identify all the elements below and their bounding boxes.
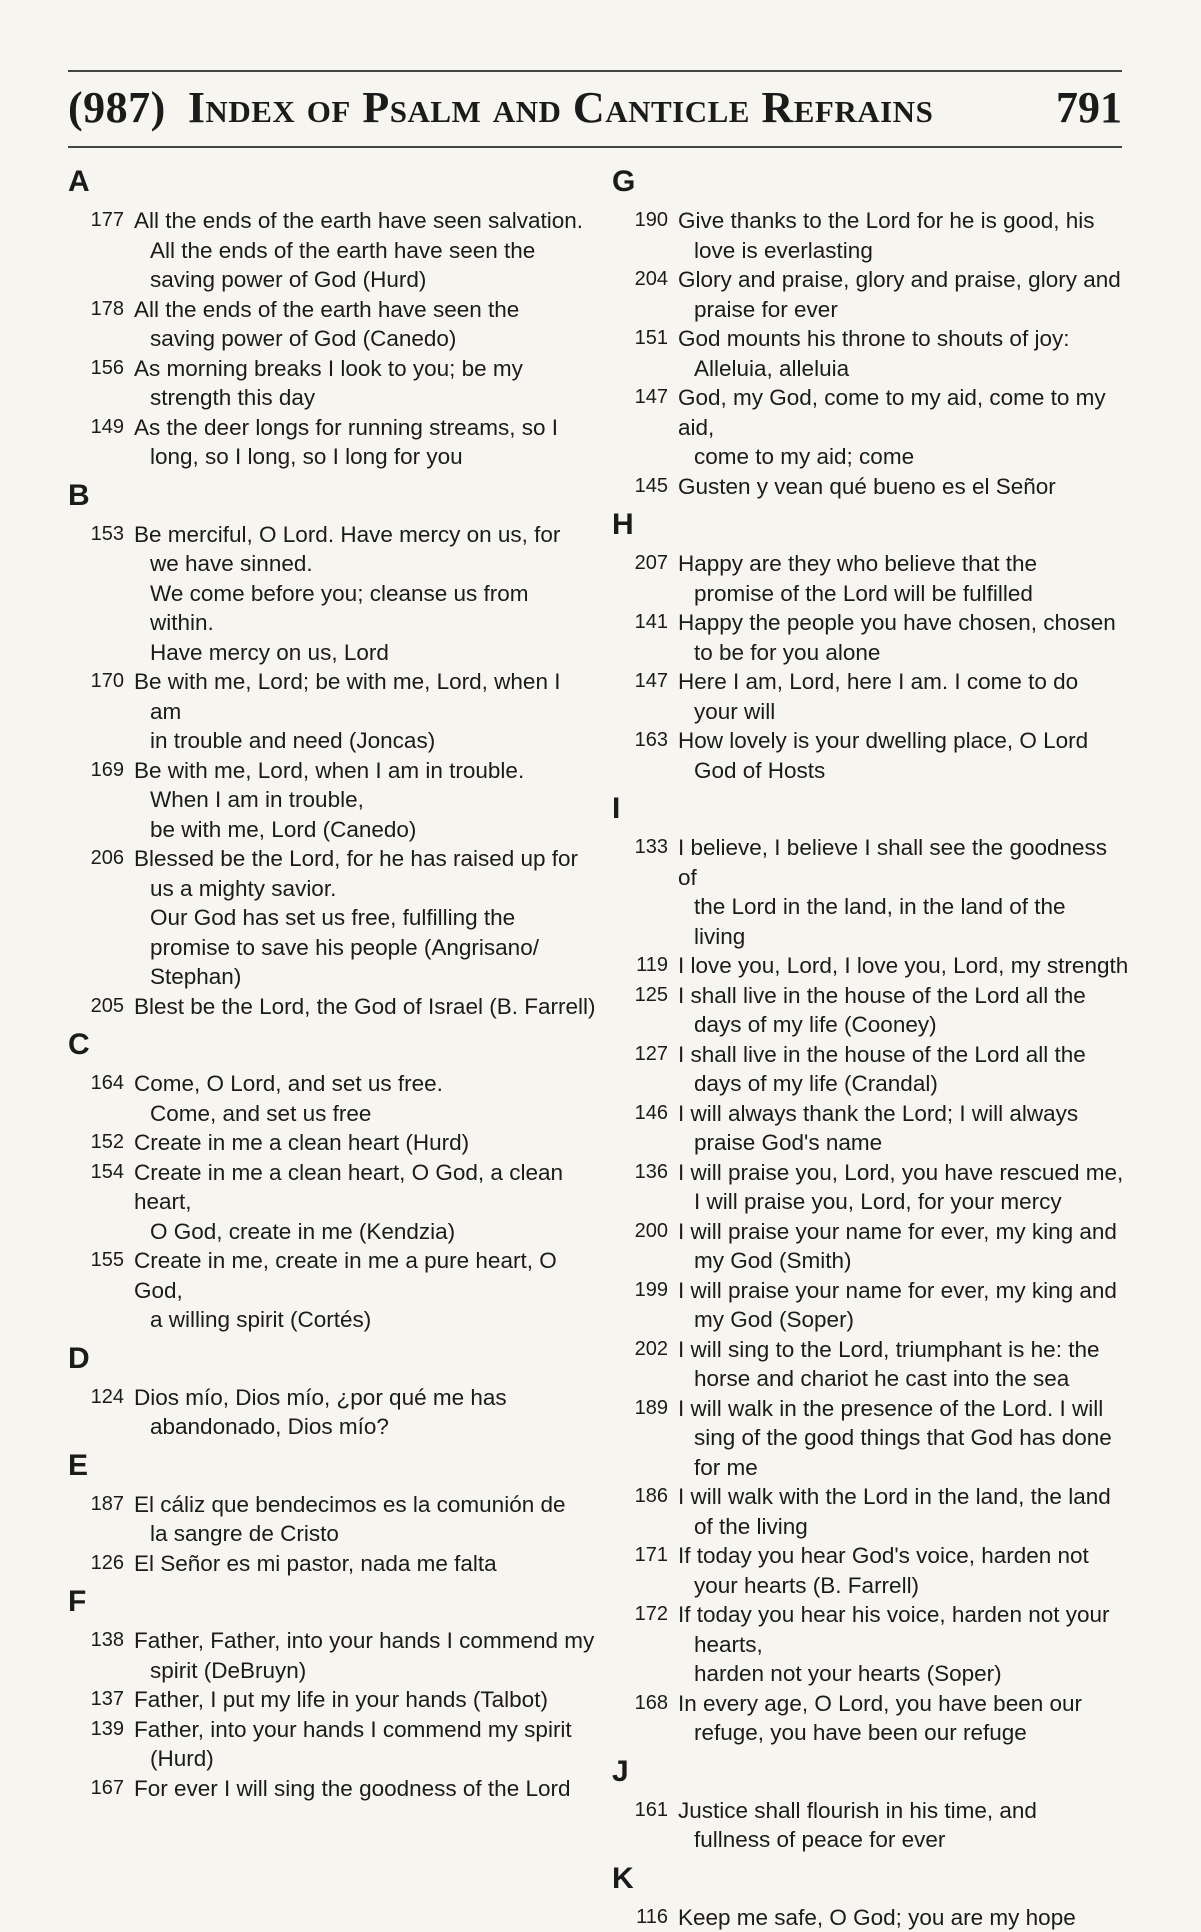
entry-number: 206 bbox=[68, 844, 134, 992]
entry-line: How lovely is your dwelling place, O Lord bbox=[678, 726, 1132, 756]
entry-line: promise of the Lord will be fulfilled bbox=[678, 579, 1132, 609]
entry-number: 149 bbox=[68, 413, 134, 472]
index-entry bbox=[612, 549, 1132, 608]
entry-line: God of Hosts bbox=[678, 756, 1132, 786]
index-entry bbox=[612, 324, 1132, 383]
index-entry bbox=[68, 206, 603, 295]
entry-number: 202 bbox=[612, 1335, 678, 1394]
entry-text bbox=[678, 1217, 1132, 1276]
entry-text bbox=[134, 844, 603, 992]
entry-number: 139 bbox=[68, 1715, 134, 1774]
entry-line: refuge, you have been our refuge bbox=[678, 1718, 1132, 1748]
entry-line: Be with me, Lord, when I am in trouble. bbox=[134, 756, 603, 786]
entry-line: Stephan) bbox=[134, 962, 603, 992]
entry-line: Create in me a clean heart, O God, a clean heart, bbox=[134, 1158, 603, 1217]
entry-number: 170 bbox=[68, 667, 134, 756]
index-entry bbox=[612, 1600, 1132, 1689]
index-entry bbox=[68, 1774, 603, 1804]
entry-number: 189 bbox=[612, 1394, 678, 1483]
index-entry bbox=[612, 1276, 1132, 1335]
entry-text bbox=[678, 1796, 1132, 1855]
entry-line: love is everlasting bbox=[678, 236, 1132, 266]
entry-text bbox=[134, 1128, 603, 1158]
index-entry bbox=[68, 413, 603, 472]
index-entry bbox=[68, 1246, 603, 1335]
entry-number: 147 bbox=[612, 667, 678, 726]
index-entry bbox=[612, 981, 1132, 1040]
index-entry bbox=[68, 295, 603, 354]
entry-line: All the ends of the earth have seen the bbox=[134, 236, 603, 266]
entry-line: I will praise your name for ever, my king and bbox=[678, 1276, 1132, 1306]
index-entry bbox=[612, 206, 1132, 265]
section-letter-a: A bbox=[68, 164, 603, 200]
entry-line: As morning breaks I look to you; be my bbox=[134, 354, 603, 384]
entry-number: 152 bbox=[68, 1128, 134, 1158]
entry-text bbox=[678, 1482, 1132, 1541]
index-entry bbox=[612, 1040, 1132, 1099]
entry-line: to be for you alone bbox=[678, 638, 1132, 668]
entry-number: 164 bbox=[68, 1069, 134, 1128]
entry-line: Gusten y vean qué bueno es el Señor bbox=[678, 472, 1132, 502]
entry-text bbox=[678, 549, 1132, 608]
entry-number: 137 bbox=[68, 1685, 134, 1715]
entry-line: days of my life (Cooney) bbox=[678, 1010, 1132, 1040]
index-entry bbox=[68, 520, 603, 668]
index-entry bbox=[68, 1549, 603, 1579]
entry-line: of the living bbox=[678, 1512, 1132, 1542]
entry-line: Blessed be the Lord, for he has raised up for bbox=[134, 844, 603, 874]
entry-line: praise for ever bbox=[678, 295, 1132, 325]
entry-text bbox=[678, 1903, 1132, 1932]
section-letter-g: G bbox=[612, 164, 1132, 200]
entry-line: I shall live in the house of the Lord all the bbox=[678, 981, 1132, 1011]
section-letter-f: F bbox=[68, 1584, 603, 1620]
index-entry bbox=[612, 1099, 1132, 1158]
entry-line: All the ends of the earth have seen the bbox=[134, 295, 603, 325]
entry-line: spirit (DeBruyn) bbox=[134, 1656, 603, 1686]
entry-line: I love you, Lord, I love you, Lord, my strength bbox=[678, 951, 1132, 981]
entry-line: I will praise you, Lord, you have rescued me, bbox=[678, 1158, 1132, 1188]
entry-line: For ever I will sing the goodness of the Lord bbox=[134, 1774, 603, 1804]
entry-line: Our God has set us free, fulfilling the bbox=[134, 903, 603, 933]
entry-line: El cáliz que bendecimos es la comunión de bbox=[134, 1490, 603, 1520]
entry-text bbox=[678, 1541, 1132, 1600]
entry-line: praise God's name bbox=[678, 1128, 1132, 1158]
entry-text bbox=[678, 981, 1132, 1040]
entry-text bbox=[678, 265, 1132, 324]
entry-line: Be with me, Lord; be with me, Lord, when I bbox=[134, 667, 603, 697]
entry-line: your hearts (B. Farrell) bbox=[678, 1571, 1132, 1601]
entry-text bbox=[678, 1689, 1132, 1748]
entry-text bbox=[134, 1549, 603, 1579]
entry-line: harden not your hearts (Soper) bbox=[678, 1659, 1132, 1689]
index-entry bbox=[68, 1715, 603, 1774]
page-header bbox=[68, 82, 1122, 138]
entry-line: Give thanks to the Lord for he is good, his bbox=[678, 206, 1132, 236]
entry-line: Come, and set us free bbox=[134, 1099, 603, 1129]
entry-number: 163 bbox=[612, 726, 678, 785]
right-column bbox=[612, 158, 1132, 1932]
entry-line: in trouble and need (Joncas) bbox=[134, 726, 603, 756]
entry-number: 116 bbox=[612, 1903, 678, 1932]
entry-text bbox=[678, 1394, 1132, 1483]
entry-text bbox=[134, 1158, 603, 1247]
entry-line: Happy are they who believe that the bbox=[678, 549, 1132, 579]
entry-number: 190 bbox=[612, 206, 678, 265]
entry-line: la sangre de Cristo bbox=[134, 1519, 603, 1549]
entry-text bbox=[678, 726, 1132, 785]
entry-line: All the ends of the earth have seen salvation. bbox=[134, 206, 603, 236]
entry-line: days of my life (Crandal) bbox=[678, 1069, 1132, 1099]
index-entry bbox=[68, 1383, 603, 1442]
entry-line: God mounts his throne to shouts of joy: bbox=[678, 324, 1132, 354]
entry-line: a willing spirit (Cortés) bbox=[134, 1305, 603, 1335]
entry-line: saving power of God (Canedo) bbox=[134, 324, 603, 354]
entry-line: fullness of peace for ever bbox=[678, 1825, 1132, 1855]
entry-number: 126 bbox=[68, 1549, 134, 1579]
entry-line: Justice shall flourish in his time, and bbox=[678, 1796, 1132, 1826]
entry-line: In every age, O Lord, you have been our bbox=[678, 1689, 1132, 1719]
index-entry bbox=[68, 1128, 603, 1158]
entry-number: 207 bbox=[612, 549, 678, 608]
index-title: Index of Psalm and Canticle Refrains bbox=[188, 83, 934, 132]
entry-text bbox=[134, 1774, 603, 1804]
entry-number: 200 bbox=[612, 1217, 678, 1276]
entry-line: I will walk with the Lord in the land, the land bbox=[678, 1482, 1132, 1512]
entry-line: living bbox=[678, 922, 1132, 952]
entry-text bbox=[678, 1158, 1132, 1217]
entry-line: come to my aid; come bbox=[678, 442, 1132, 472]
entry-line: Blest be the Lord, the God of Israel (B. Farrell) bbox=[134, 992, 603, 1022]
index-entry bbox=[68, 992, 603, 1022]
index-entry bbox=[612, 833, 1132, 951]
entry-line: I shall live in the house of the Lord all the bbox=[678, 1040, 1132, 1070]
entry-text bbox=[678, 206, 1132, 265]
section-letter-e: E bbox=[68, 1448, 603, 1484]
entry-number: 141 bbox=[612, 608, 678, 667]
entry-line: I will praise your name for ever, my king and bbox=[678, 1217, 1132, 1247]
entry-text bbox=[134, 667, 603, 756]
index-entry bbox=[68, 1158, 603, 1247]
entry-number: 147 bbox=[612, 383, 678, 472]
left-column bbox=[68, 158, 603, 1803]
entry-text bbox=[678, 667, 1132, 726]
entry-text bbox=[678, 1099, 1132, 1158]
entry-line: If today you hear his voice, harden not your bbox=[678, 1600, 1132, 1630]
entry-number: 154 bbox=[68, 1158, 134, 1247]
entry-text bbox=[678, 1040, 1132, 1099]
index-entry bbox=[68, 667, 603, 756]
section-letter-j: J bbox=[612, 1754, 1132, 1790]
entry-line: Father, into your hands I commend my spirit bbox=[134, 1715, 603, 1745]
section-letter-c: C bbox=[68, 1027, 603, 1063]
entry-line: the Lord in the land, in the land of the bbox=[678, 892, 1132, 922]
header-top-rule bbox=[68, 70, 1122, 72]
entry-line: within. bbox=[134, 608, 603, 638]
entry-line: I will walk in the presence of the Lord. I will bbox=[678, 1394, 1132, 1424]
entry-number: 151 bbox=[612, 324, 678, 383]
entry-line: As the deer longs for running streams, so I bbox=[134, 413, 603, 443]
entry-line: El Señor es mi pastor, nada me falta bbox=[134, 1549, 603, 1579]
index-entry bbox=[612, 265, 1132, 324]
index-entry bbox=[68, 1069, 603, 1128]
entry-line: Create in me a clean heart (Hurd) bbox=[134, 1128, 603, 1158]
entry-line: am bbox=[134, 697, 603, 727]
entry-number: 171 bbox=[612, 1541, 678, 1600]
entry-line: my God (Soper) bbox=[678, 1305, 1132, 1335]
index-entry bbox=[612, 1335, 1132, 1394]
index-entry bbox=[612, 1482, 1132, 1541]
entry-text bbox=[678, 833, 1132, 951]
index-entry bbox=[612, 1217, 1132, 1276]
entry-number: 172 bbox=[612, 1600, 678, 1689]
index-entry bbox=[68, 756, 603, 845]
entry-text bbox=[678, 1276, 1132, 1335]
index-entry bbox=[68, 844, 603, 992]
entry-number: 133 bbox=[612, 833, 678, 951]
entry-text bbox=[134, 992, 603, 1022]
entry-line: for me bbox=[678, 1453, 1132, 1483]
entry-line: Glory and praise, glory and praise, glory and bbox=[678, 265, 1132, 295]
index-entry bbox=[612, 472, 1132, 502]
entry-number: 167 bbox=[68, 1774, 134, 1804]
page-number: 791 bbox=[1056, 82, 1122, 133]
entry-line: us a mighty savior. bbox=[134, 874, 603, 904]
entry-line: Dios mío, Dios mío, ¿por qué me has bbox=[134, 1383, 603, 1413]
entry-text bbox=[134, 1685, 603, 1715]
entry-line: When I am in trouble, bbox=[134, 785, 603, 815]
index-entry bbox=[612, 1541, 1132, 1600]
entry-line: I will sing to the Lord, triumphant is he: the bbox=[678, 1335, 1132, 1365]
entry-number: 127 bbox=[612, 1040, 678, 1099]
entry-text bbox=[134, 295, 603, 354]
entry-number: 145 bbox=[612, 472, 678, 502]
entry-line: We come before you; cleanse us from bbox=[134, 579, 603, 609]
index-entry bbox=[68, 1626, 603, 1685]
entry-line: Come, O Lord, and set us free. bbox=[134, 1069, 603, 1099]
index-entry bbox=[612, 1689, 1132, 1748]
entry-text bbox=[678, 383, 1132, 472]
entry-text bbox=[678, 951, 1132, 981]
entry-text bbox=[134, 756, 603, 845]
index-entry bbox=[612, 951, 1132, 981]
entry-line: Happy the people you have chosen, chosen bbox=[678, 608, 1132, 638]
entry-number: 161 bbox=[612, 1796, 678, 1855]
index-entry bbox=[612, 1903, 1132, 1932]
entry-line: I will praise you, Lord, for your mercy bbox=[678, 1187, 1132, 1217]
entry-number: 146 bbox=[612, 1099, 678, 1158]
entry-number: 153 bbox=[68, 520, 134, 668]
index-entry bbox=[612, 1394, 1132, 1483]
index-entry bbox=[68, 354, 603, 413]
entry-line: Have mercy on us, Lord bbox=[134, 638, 603, 668]
entry-line: we have sinned. bbox=[134, 549, 603, 579]
entry-number: 156 bbox=[68, 354, 134, 413]
entry-text bbox=[134, 1626, 603, 1685]
entry-line: saving power of God (Hurd) bbox=[134, 265, 603, 295]
index-entry bbox=[68, 1685, 603, 1715]
entry-line: Father, I put my life in your hands (Talbot) bbox=[134, 1685, 603, 1715]
entry-line: long, so I long, so I long for you bbox=[134, 442, 603, 472]
entry-line: Father, Father, into your hands I commend my bbox=[134, 1626, 603, 1656]
entry-line: Alleluia, alleluia bbox=[678, 354, 1132, 384]
entry-number: 205 bbox=[68, 992, 134, 1022]
entry-text bbox=[134, 520, 603, 668]
entry-number: 186 bbox=[612, 1482, 678, 1541]
entry-number: 136 bbox=[612, 1158, 678, 1217]
index-entry bbox=[612, 383, 1132, 472]
entry-line: hearts, bbox=[678, 1630, 1132, 1660]
entry-number: 138 bbox=[68, 1626, 134, 1685]
entry-line: Here I am, Lord, here I am. I come to do bbox=[678, 667, 1132, 697]
entry-line: Create in me, create in me a pure heart, O God, bbox=[134, 1246, 603, 1305]
header-bottom-rule bbox=[68, 146, 1122, 148]
index-number: (987) bbox=[68, 83, 166, 132]
section-letter-d: D bbox=[68, 1341, 603, 1377]
index-entry bbox=[612, 726, 1132, 785]
section-letter-i: I bbox=[612, 791, 1132, 827]
entry-number: 187 bbox=[68, 1490, 134, 1549]
entry-text bbox=[678, 472, 1132, 502]
entry-line: I will always thank the Lord; I will always bbox=[678, 1099, 1132, 1129]
section-letter-h: H bbox=[612, 507, 1132, 543]
entry-number: 204 bbox=[612, 265, 678, 324]
entry-text bbox=[678, 1600, 1132, 1689]
entry-line: your will bbox=[678, 697, 1132, 727]
entry-line: abandonado, Dios mío? bbox=[134, 1412, 603, 1442]
entry-number: 155 bbox=[68, 1246, 134, 1335]
entry-number: 124 bbox=[68, 1383, 134, 1442]
entry-line: horse and chariot he cast into the sea bbox=[678, 1364, 1132, 1394]
header-left bbox=[68, 82, 933, 133]
entry-line: (Hurd) bbox=[134, 1744, 603, 1774]
index-entry bbox=[68, 1490, 603, 1549]
entry-text bbox=[134, 1383, 603, 1442]
entry-line: be with me, Lord (Canedo) bbox=[134, 815, 603, 845]
entry-line: my God (Smith) bbox=[678, 1246, 1132, 1276]
entry-number: 169 bbox=[68, 756, 134, 845]
entry-line: strength this day bbox=[134, 383, 603, 413]
entry-number: 177 bbox=[68, 206, 134, 295]
entry-number: 125 bbox=[612, 981, 678, 1040]
entry-line: If today you hear God's voice, harden not bbox=[678, 1541, 1132, 1571]
entry-text bbox=[134, 1715, 603, 1774]
section-letter-k: K bbox=[612, 1861, 1132, 1897]
entry-line: Keep me safe, O God; you are my hope bbox=[678, 1903, 1132, 1932]
entry-line: God, my God, come to my aid, come to my aid, bbox=[678, 383, 1132, 442]
entry-text bbox=[678, 608, 1132, 667]
index-entry bbox=[612, 1158, 1132, 1217]
entry-text bbox=[134, 206, 603, 295]
entry-text bbox=[134, 1246, 603, 1335]
entry-line: sing of the good things that God has done bbox=[678, 1423, 1132, 1453]
entry-number: 119 bbox=[612, 951, 678, 981]
section-letter-b: B bbox=[68, 478, 603, 514]
entry-number: 168 bbox=[612, 1689, 678, 1748]
entry-text bbox=[678, 324, 1132, 383]
index-entry bbox=[612, 667, 1132, 726]
entry-text bbox=[134, 1490, 603, 1549]
entry-text bbox=[678, 1335, 1132, 1394]
entry-line: I believe, I believe I shall see the goodness of bbox=[678, 833, 1132, 892]
entry-text bbox=[134, 413, 603, 472]
entry-line: Be merciful, O Lord. Have mercy on us, for bbox=[134, 520, 603, 550]
entry-number: 199 bbox=[612, 1276, 678, 1335]
entry-text bbox=[134, 354, 603, 413]
index-entry bbox=[612, 608, 1132, 667]
entry-line: O God, create in me (Kendzia) bbox=[134, 1217, 603, 1247]
entry-line: promise to save his people (Angrisano/ bbox=[134, 933, 603, 963]
entry-number: 178 bbox=[68, 295, 134, 354]
entry-text bbox=[134, 1069, 603, 1128]
index-entry bbox=[612, 1796, 1132, 1855]
